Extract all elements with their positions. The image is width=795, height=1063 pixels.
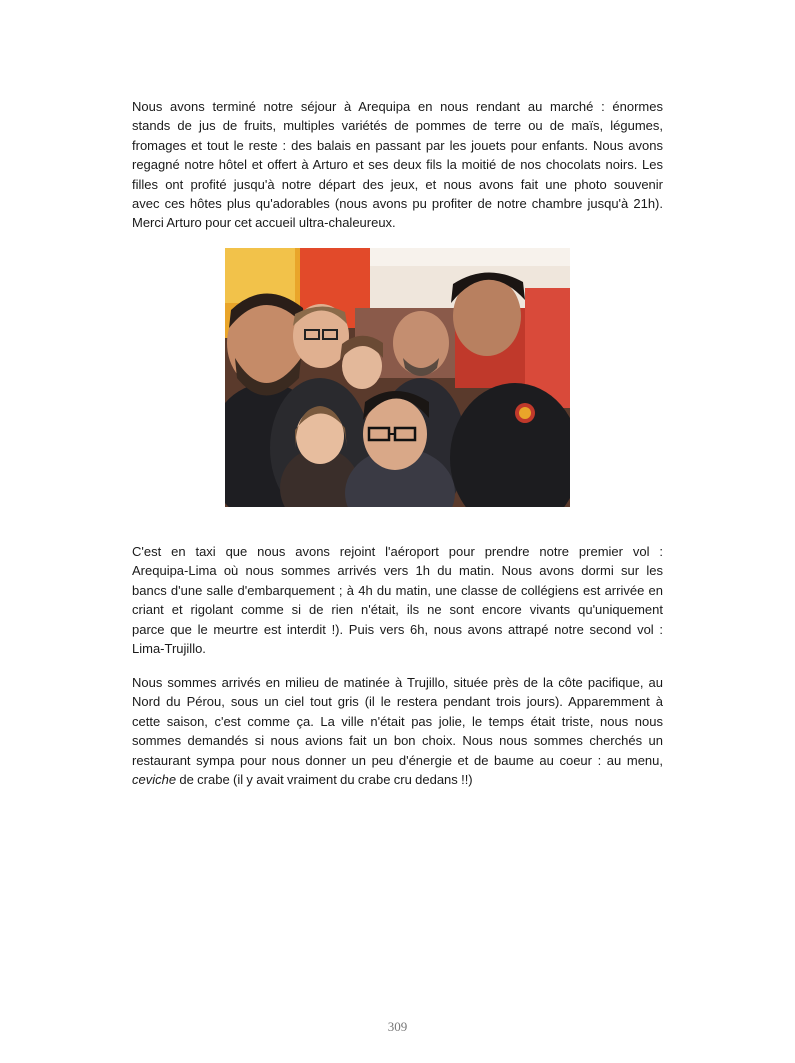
text-line: Nous avons terminé notre séjour à Arequipa en nous rendant au marché : énormes xyxy=(132,99,663,114)
text-line: parce que le meurtre est interdit !). Puis vers 6h, nous avons attrapé notre second vol : xyxy=(132,621,663,637)
text-line: Merci Arturo pour cet accueil ultra-chaleureux. xyxy=(132,215,396,231)
text-line: bancs d'une salle d'embarquement ; à 4h du matin, une classe de collégiens est arrivée en xyxy=(132,582,663,598)
text-line: sommes demandés si nous avions fait un bon choix. Nous nous sommes cherchés un xyxy=(132,733,663,749)
text-line: criant et rigolant comme si de rien n'était, ils ne sont encore vivants qu'uniquement xyxy=(132,602,663,618)
paragraph-trujillo xyxy=(132,673,663,789)
paragraph-flight-lima xyxy=(132,542,663,658)
text-line-rest: de crabe (il y avait vraiment du crabe cru dedans !!) xyxy=(176,772,473,788)
text-line: stands de jus de fruits, multiples variétés de pommes de terre ou de maïs, légumes, xyxy=(132,118,663,134)
paragraph-arequipa-market xyxy=(132,97,663,233)
text-line: restaurant sympa pour nous donner un peu d'énergie et de baume au coeur : au menu, xyxy=(132,752,663,768)
text-line: regagné notre hôtel et offert à Arturo et ses deux fils la moitié de nos chocolats noirs. Les xyxy=(132,157,663,173)
text-line: Lima-Trujillo. xyxy=(132,641,206,657)
text-line: Nous sommes arrivés en milieu de matinée à Trujillo, située près de la côte pacifique, au xyxy=(132,675,663,690)
text-line: cette saison, c'est comme ça. La ville n'était pas jolie, le temps était triste, nous nous xyxy=(132,713,663,729)
text-line: filles ont profité jusqu'à notre départ des jeux, et nous avons fait une photo souvenir xyxy=(132,176,663,192)
italic-word-ceviche: ceviche xyxy=(132,772,177,788)
text-line: C'est en taxi que nous avons rejoint l'aéroport pour prendre notre premier vol : xyxy=(132,544,663,559)
text-line: avec ces hôtes plus qu'adorables (nous avons pu profiter de notre chambre jusqu'à 21h). xyxy=(132,196,663,212)
text-line: Nord du Pérou, sous un ciel tout gris (il le restera pendant trois jours). Apparemment à xyxy=(132,694,663,710)
text-line: Arequipa-Lima où nous sommes arrivés vers 1h du matin. Nous avons dormi sur les xyxy=(132,563,663,579)
text-line xyxy=(132,770,663,789)
text-line: fromages et tout le reste : des balais en passant par les jouets pour enfants. Nous avons xyxy=(132,137,663,153)
page-number: 309 xyxy=(387,1019,408,1034)
group-selfie-photo xyxy=(225,248,570,507)
